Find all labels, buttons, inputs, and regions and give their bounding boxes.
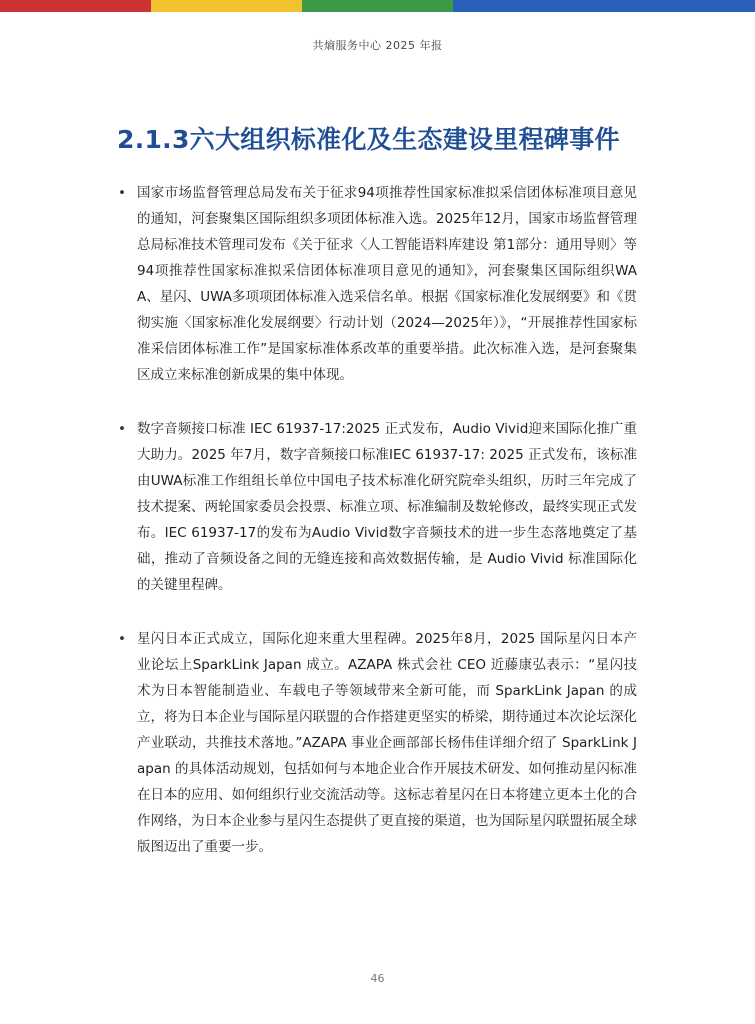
bullet-dot-icon: • <box>118 421 126 437</box>
bullet-dot-icon: • <box>118 631 126 647</box>
bullet-list <box>117 180 637 888</box>
color-bar-blue-segment <box>453 0 604 12</box>
bullet-dot-icon: • <box>118 185 126 201</box>
color-bar-yellow-segment <box>151 0 302 12</box>
bullet-text: 国家市场监督管理总局发布关于征求94项推荐性国家标准拟采信团体标准项目意见的通知，河套聚集区国际组织多项团体标准入选。2025年12月，国家市场监督管理总局标准技术管理司发布《关于征求〈人工智能语料库建设 第1部分：通用导则〉等94项推荐性国家标准拟采信团体标准项目意见的通知》，河套聚集区国际组织WAA、星闪、UWA多项项团体标准入选采信名单。根据《国家标准化发展纲要》和《贯彻实施〈国家标准化发展纲要〉行动计划（2024—2025年）》，“开展推荐性国家标准采信团体标准工作”是国家标准体系改革的重要举措。此次标准入选，是河套聚集区成立来标准创新成果的集中体现。 <box>137 185 637 383</box>
bullet-item-sparklink-japan <box>117 626 637 860</box>
bullet-text: 星闪日本正式成立，国际化迎来重大里程碑。2025年8月，2025 国际星闪日本产业论坛上SparkLink Japan 成立。AZAPA 株式会社 CEO 近藤康弘表示：“星闪技术为日本智能制造业、车载电子等领域带来全新可能，而 SparkLink Japan 的成立，将为日本企业与国际星闪联盟的合作搭建更坚实的桥梁，期待通过本次论坛深化产业联动，共推技术落地。”AZAPA 事业企画部部长杨伟佳详细介绍了 SparkLink Japan 的具体活动规划，包括如何与本地企业合作开展技术研发、如何推动星闪标准在日本的应用、如何组织行业交流活动等。这标志着星闪在日本将建立更本土化的合作网络，为日本企业参与星闪生态提供了更直接的渠道，也为国际星闪联盟拓展全球版图迈出了重要一步。 <box>137 631 637 855</box>
color-bar-red-segment <box>0 0 151 12</box>
color-bar-blue-segment-2 <box>604 0 755 12</box>
bullet-item-iec-standard <box>117 416 637 598</box>
color-bar-green-segment <box>302 0 453 12</box>
bullet-item-standards-adoption <box>117 180 637 388</box>
bullet-text: 数字音频接口标准 IEC 61937-17:2025 正式发布，Audio Vivid迎来国际化推广重大助力。2025 年7月，数字音频接口标准IEC 61937-17: 2025 正式发布，该标准由UWA标准工作组组长单位中国电子技术标准化研究院牵头组织，历时三年完成了技术提案、两轮国家委员会投票、标准立项、标准编制及数轮修改，最终实现正式发布。IEC 61937-17的发布为Audio Vivid数字音频技术的进一步生态落地奠定了基础，推动了音频设备之间的无缝连接和高效数据传输，是 Audio Vivid 标准国际化的关键里程碑。 <box>137 421 637 593</box>
section-title: 2.1.3六大组织标准化及生态建设里程碑事件 <box>117 125 620 154</box>
page-number: 46 <box>370 972 385 985</box>
top-color-bar <box>0 0 755 12</box>
running-header: 共熵服务中心 2025 年报 <box>312 39 443 52</box>
